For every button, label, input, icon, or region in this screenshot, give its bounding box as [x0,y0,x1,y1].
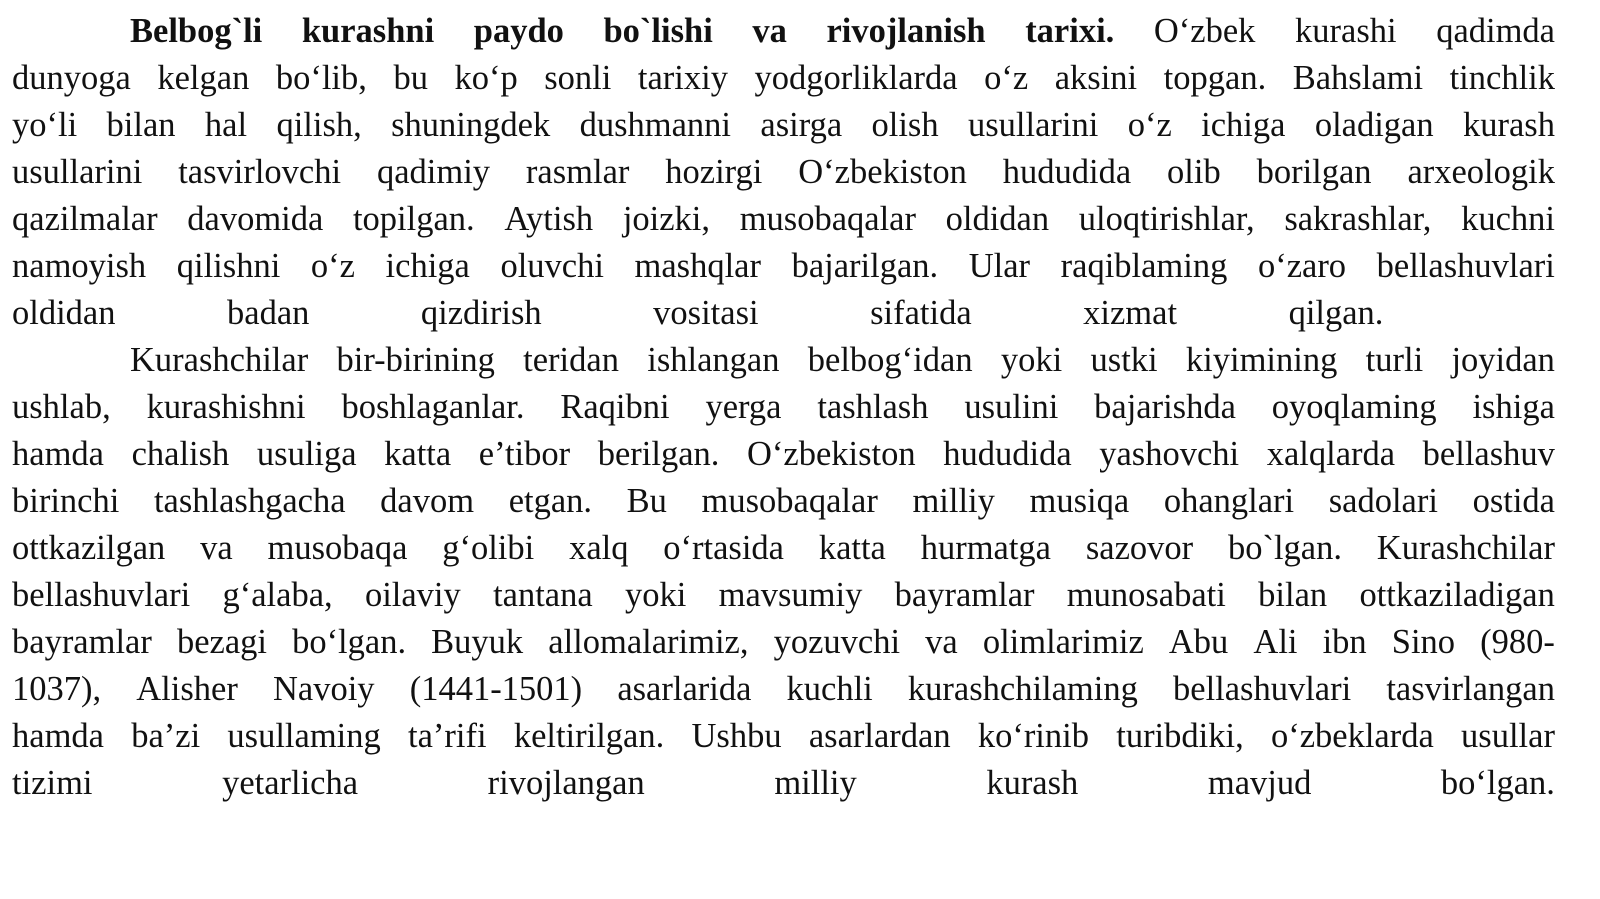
word: Sino [1391,623,1456,661]
word: badan [227,294,310,332]
word: yodgorliklarda [754,59,958,97]
word: musiqa [1029,482,1130,520]
word: o‘z [310,247,355,285]
word: bo`lgan. [1227,529,1342,567]
word: usulini [964,388,1059,426]
paragraph-2-line-4 [12,478,1555,525]
paragraph-2-line-9 [12,713,1555,760]
word: xalq [569,529,629,567]
word: usullarini [968,106,1099,144]
word: va [925,623,958,661]
word: yoki [624,576,687,614]
word: joyidan [1451,341,1555,379]
word: topilgan. [352,200,475,238]
word: bilan [106,106,176,144]
word: asarlarida [617,670,752,708]
paragraph-1-line-1 [12,8,1555,55]
paragraph-1-line-6 [12,243,1555,290]
word: bayramlar [894,576,1035,614]
word: o‘z [1127,106,1172,144]
paragraph-1-line-4 [12,149,1555,196]
word: o‘z [984,59,1029,97]
word: 1037), [12,670,102,708]
word: bo‘lgan. [1440,764,1555,802]
word: ustki [1090,341,1158,379]
word: oilaviy [364,576,461,614]
word: raqiblaming [1060,247,1228,285]
word: shuningdek [391,106,551,144]
heading-word: rivojlanish [826,12,986,50]
word: namoyish [12,247,147,285]
word: xizmat [1083,294,1178,332]
word: musobaqa [267,529,408,567]
word: ottkazilgan [12,529,166,567]
word: yoki [1000,341,1063,379]
word: bu [393,59,428,97]
word: bo‘lib, [275,59,367,97]
word: rivojlangan [487,764,645,802]
word: hal [204,106,248,144]
word: bellashuvlari [1173,670,1352,708]
word: birinchi [12,482,120,520]
word: Bu [626,482,667,520]
word: olimlarimiz [982,623,1144,661]
heading-word: tarixi. [1025,12,1115,50]
word: tarixiy [637,59,728,97]
word: katta [818,529,886,567]
word: qazilmalar [12,200,158,238]
heading-word: va [752,12,787,50]
word: turibdiki, [1116,717,1244,755]
word: kiyimining [1185,341,1338,379]
word: kurash [1462,106,1555,144]
word: qilishni [176,247,281,285]
word: qilish, [276,106,362,144]
word: Aytish [504,200,594,238]
word: ta’rifi [408,717,487,755]
word: bellashuvlari [12,576,191,614]
word: tinchlik [1449,59,1555,97]
word: o‘zbeklarda [1270,717,1434,755]
word: kuchni [1461,200,1555,238]
word: tantana [493,576,593,614]
word: (1441-1501) [409,670,583,708]
paragraph-1-line-3 [12,102,1555,149]
word: allomalarimiz, [548,623,749,661]
word: (980- [1480,623,1555,661]
word: etgan. [508,482,593,520]
word: sadolari [1328,482,1438,520]
word: hozirgi [665,153,763,191]
word: xalqlarda [1266,435,1396,473]
word: milliy [774,764,857,802]
word: ushlab, [12,388,111,426]
word: arxeologik [1407,153,1555,191]
paragraph-2-line-7 [12,619,1555,666]
word: oyoqlaming [1271,388,1437,426]
word: musobaqalar [701,482,878,520]
word: ichiga [385,247,470,285]
word: dushmanni [579,106,731,144]
word: kurashi [1295,12,1397,50]
word: g‘olibi [442,529,535,567]
word: asarlardan [808,717,951,755]
word: ishiga [1472,388,1555,426]
word: oldidan [12,294,116,332]
word: ostida [1472,482,1555,520]
paragraph-2-line-1 [12,337,1555,384]
word: katta [384,435,452,473]
word: usullarini [12,153,143,191]
word: borilgan [1256,153,1372,191]
word: ko‘rinib [977,717,1089,755]
word: bajarishda [1094,388,1236,426]
word: bajarilgan. [791,247,939,285]
word: O‘zbek [1153,12,1256,50]
word: bellashuv [1422,435,1555,473]
word: keltirilgan. [513,717,665,755]
word: Navoiy [272,670,375,708]
paragraph-2-line-10 [12,760,1555,807]
document-body [12,8,1555,807]
word: oluvchi [500,247,604,285]
word: hurmatga [920,529,1051,567]
word: yozuvchi [773,623,901,661]
word: ibn [1322,623,1367,661]
paragraph-2-line-6 [12,572,1555,619]
word: uloqtirishlar, [1078,200,1255,238]
paragraph-2-line-8 [12,666,1555,713]
word: boshlaganlar. [341,388,525,426]
word: Abu [1168,623,1229,661]
word: Kurashchilar [130,341,309,379]
word: ko‘p [454,59,518,97]
paragraph-2-line-2 [12,384,1555,431]
word: qadimda [1436,12,1555,50]
word: Bahslami [1292,59,1424,97]
paragraph-1-line-5 [12,196,1555,243]
heading-word: Belbog`li [130,12,263,50]
word: sakrashlar, [1284,200,1432,238]
word: milliy [912,482,995,520]
word: o‘rtasida [663,529,784,567]
word: Ushbu [691,717,782,755]
word: kurash [986,764,1079,802]
word: O‘zbekiston [798,153,967,191]
word: Buyuk [431,623,524,661]
word: ishlangan [647,341,780,379]
word: Ali [1253,623,1298,661]
word: kurashchilaming [907,670,1138,708]
word: O‘zbekiston [747,435,916,473]
word: chalish [131,435,230,473]
word: Raqibni [560,388,670,426]
word: musobaqalar [739,200,916,238]
word: bellashuvlari [1376,247,1555,285]
word: e’tibor [478,435,571,473]
paragraph-1-line-7 [12,290,1555,337]
word: yashovchi [1099,435,1240,473]
word: usullar [1461,717,1555,755]
word: Ular [968,247,1031,285]
word: sifatida [870,294,972,332]
word: sazovor [1085,529,1194,567]
word: yetarlicha [222,764,359,802]
word: tashlash [817,388,929,426]
word: rasmlar [525,153,630,191]
word: oladigan [1314,106,1434,144]
word: turli [1365,341,1424,379]
word: kuchli [786,670,873,708]
word: dunyoga [12,59,131,97]
word: yerga [705,388,782,426]
word: hududida [943,435,1072,473]
word: bilan [1258,576,1328,614]
word: tasvirlangan [1386,670,1555,708]
word: tasvirlovchi [178,153,342,191]
word: qizdirish [420,294,542,332]
word: ohanglari [1163,482,1295,520]
word: oldidan [945,200,1050,238]
paragraph-2-line-3 [12,431,1555,478]
word: topgan. [1163,59,1267,97]
word: qadimiy [376,153,491,191]
word: berilgan. [597,435,720,473]
word: o‘zaro [1257,247,1347,285]
word: belbog‘idan [807,341,973,379]
heading-word: bo`lishi [603,12,713,50]
word: hududida [1002,153,1132,191]
word: munosabati [1066,576,1226,614]
word: ichiga [1201,106,1286,144]
word: ba’zi [131,717,201,755]
word: mavjud [1207,764,1312,802]
word: bo‘lgan. [292,623,407,661]
word: yo‘li [12,106,78,144]
word: Kurashchilar [1376,529,1555,567]
word: joizki, [622,200,711,238]
word: vositasi [653,294,759,332]
word: mashqlar [634,247,761,285]
word: ottkaziladigan [1359,576,1555,614]
word: hamda [12,435,104,473]
paragraph-1-line-2 [12,55,1555,102]
heading-word: kurashni [301,12,435,50]
heading-word: paydo [473,12,564,50]
word: bayramlar [12,623,152,661]
word: usullaming [227,717,381,755]
word: davom [380,482,475,520]
word: teridan [523,341,619,379]
word: aksini [1054,59,1138,97]
word: Alisher [136,670,238,708]
word: mavsumiy [718,576,863,614]
word: g‘alaba, [222,576,333,614]
word: sonli [544,59,612,97]
word: tizimi [12,764,93,802]
word: bezagi [176,623,267,661]
word: olib [1167,153,1221,191]
word: kurashishni [146,388,306,426]
word: usuliga [256,435,357,473]
word: qilgan. [1288,294,1384,332]
word: asirga [760,106,843,144]
word: tashlashgacha [153,482,346,520]
word: kelgan [157,59,250,97]
word: va [200,529,233,567]
word: hamda [12,717,104,755]
word: olish [871,106,939,144]
word: bir-birining [336,341,495,379]
paragraph-2-line-5 [12,525,1555,572]
word: davomida [187,200,324,238]
